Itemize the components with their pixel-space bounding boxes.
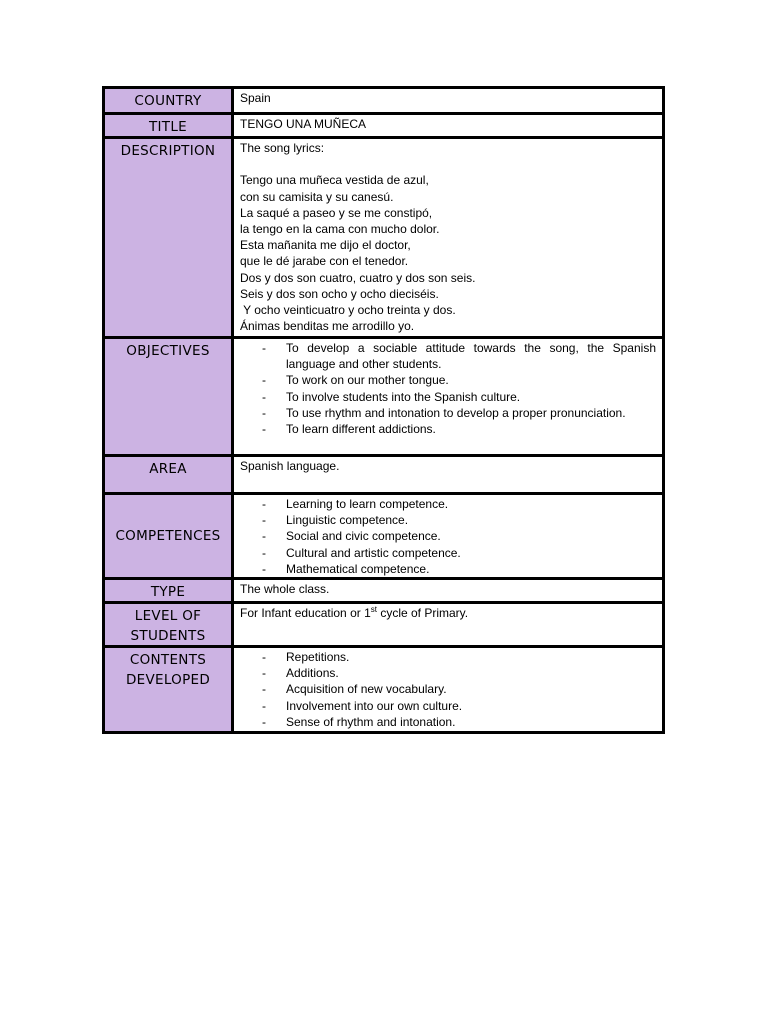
lyric-line: la tengo en la cama con mucho dolor. xyxy=(240,222,440,236)
country-value xyxy=(234,89,662,112)
row-area xyxy=(105,457,662,492)
list-item: - Cultural and artistic competence. xyxy=(240,545,656,561)
list-item: - Involvement into our own culture. xyxy=(240,698,656,714)
list-item: - Linguistic competence. xyxy=(240,512,656,528)
level-value xyxy=(234,604,662,645)
area-text: Spanish language. xyxy=(240,459,340,473)
objectives-list xyxy=(240,340,656,437)
list-item: - To learn different addictions. xyxy=(240,421,656,437)
contents-value xyxy=(234,648,662,731)
description-intro: The song lyrics: xyxy=(240,141,325,155)
row-type xyxy=(105,580,662,601)
row-competences xyxy=(105,495,662,577)
list-item: - To use rhythm and intonation to develop a proper pronunciation. xyxy=(240,405,656,421)
list-item: - To work on our mother tongue. xyxy=(240,372,656,388)
list-item: - Acquisition of new vocabulary. xyxy=(240,681,656,697)
list-item: - Repetitions. xyxy=(240,649,656,665)
area-label: AREA xyxy=(105,457,231,492)
level-label: LEVEL OF STUDENTS xyxy=(105,604,231,645)
country-label: COUNTRY xyxy=(105,89,231,112)
lyric-line: Dos y dos son cuatro, cuatro y dos son seis. xyxy=(240,270,476,285)
competences-value xyxy=(234,495,662,577)
type-label: TYPE xyxy=(105,580,231,601)
row-level xyxy=(105,604,662,645)
list-item: - To develop a sociable attitude towards the song, the Spanish language and other students. xyxy=(240,340,656,372)
competences-list xyxy=(240,496,656,577)
title-label: TITLE xyxy=(105,115,231,136)
description-value xyxy=(234,139,662,336)
list-item: - Social and civic competence. xyxy=(240,528,656,544)
objectives-label: OBJECTIVES xyxy=(105,339,231,454)
lyric-line: Seis y dos son ocho y ocho dieciséis. xyxy=(240,286,439,301)
type-text: The whole class. xyxy=(240,582,330,596)
lyric-line: Y ocho veinticuatro y ocho treinta y dos. xyxy=(240,303,456,318)
list-item: - To involve students into the Spanish culture. xyxy=(240,389,656,405)
list-item: - Learning to learn competence. xyxy=(240,496,656,512)
list-item: - Sense of rhythm and intonation. xyxy=(240,714,656,730)
row-title xyxy=(105,115,662,136)
row-description xyxy=(105,139,662,336)
lesson-plan-table xyxy=(102,86,665,734)
lyric-line: Esta mañanita me dijo el doctor, xyxy=(240,238,411,253)
level-text-start: For Infant education or 1 xyxy=(240,606,371,620)
lyric-line: que le dé jarabe con el tenedor. xyxy=(240,254,409,269)
row-country xyxy=(105,89,662,112)
lyric-line: con su camisita y su canesú. xyxy=(240,189,394,204)
contents-list xyxy=(240,649,656,730)
row-contents xyxy=(105,648,662,731)
area-value xyxy=(234,457,662,492)
title-value xyxy=(234,115,662,136)
level-text xyxy=(240,605,656,621)
level-text-end: cycle of Primary. xyxy=(376,606,469,620)
type-value xyxy=(234,580,662,601)
description-label: DESCRIPTION xyxy=(105,139,231,336)
objectives-value xyxy=(234,339,662,454)
level-ordinal-suffix: st xyxy=(370,605,377,614)
contents-label: CONTENTS DEVELOPED xyxy=(105,648,231,731)
title-text: TENGO UNA MUÑECA xyxy=(240,117,367,131)
competences-label: COMPETENCES xyxy=(105,495,231,577)
list-item: - Mathematical competence. xyxy=(240,561,656,577)
spacer xyxy=(240,156,656,172)
list-item: - Additions. xyxy=(240,665,656,681)
lyric-line: Ánimas benditas me arrodillo yo. xyxy=(240,319,415,334)
lyric-line: Tengo una muñeca vestida de azul, xyxy=(240,173,429,188)
lyric-line: La saqué a paseo y se me constipó, xyxy=(240,205,433,220)
country-text: Spain xyxy=(240,91,271,105)
row-objectives xyxy=(105,339,662,454)
